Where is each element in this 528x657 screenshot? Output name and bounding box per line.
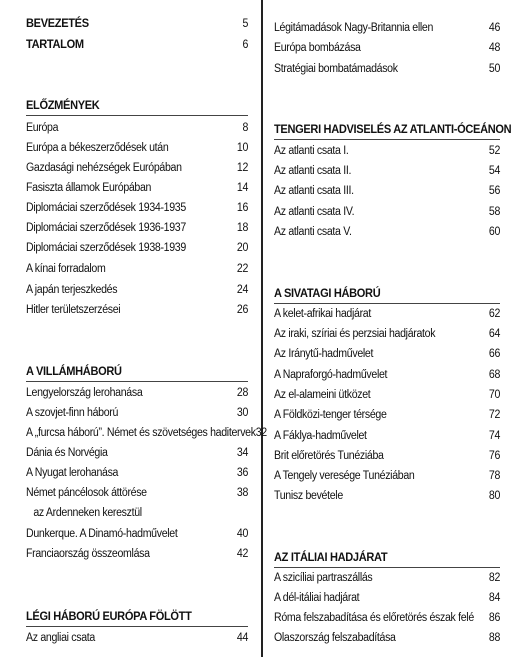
section-heading <box>26 364 248 378</box>
section-heading <box>274 286 500 300</box>
entry-title: Hitler területszerzései <box>26 304 121 316</box>
column-divider <box>261 0 263 657</box>
section-heading <box>26 609 248 623</box>
entry-title: Európa a békeszerződések után <box>26 142 169 154</box>
entry-page: 88 <box>488 632 501 644</box>
section-heading <box>26 98 248 112</box>
entry-page: 54 <box>488 165 501 177</box>
entry-page: 64 <box>488 328 501 340</box>
section-title: AZ ITÁLIAI HADJÁRAT <box>274 550 388 564</box>
entry-page: 14 <box>236 182 249 194</box>
entry-title: A Földközi-tenger térsége <box>274 409 387 421</box>
entry-page: 78 <box>488 470 501 482</box>
section-rule <box>274 139 500 140</box>
entry-title: Az el-alameini ütközet <box>274 389 371 401</box>
toc-entry[interactable] <box>26 141 248 155</box>
entry-title: Az atlanti csata IV. <box>274 206 355 218</box>
entry-title: A szovjet-finn háború <box>26 407 119 419</box>
entry-page: 86 <box>488 612 501 624</box>
entry-title: Az atlanti csata II. <box>274 165 352 177</box>
toc-entry[interactable] <box>274 571 500 585</box>
entry-page: 34 <box>236 447 249 459</box>
entry-page: 84 <box>488 592 501 604</box>
toc-entry[interactable] <box>274 489 500 503</box>
toc-entry[interactable] <box>26 283 248 297</box>
toc-entry[interactable] <box>274 327 500 341</box>
section-title: A SIVATAGI HÁBORÚ <box>274 286 381 300</box>
toc-entry[interactable] <box>26 446 248 460</box>
entry-title: Róma felszabadítása és előretörés észak felé <box>274 612 474 624</box>
entry-title: Dunkerque. A Dinamó-hadművelet <box>26 528 178 540</box>
entry-page: 50 <box>488 63 501 75</box>
entry-title: Diplomáciai szerződések 1934-1935 <box>26 202 186 214</box>
entry-page: 16 <box>236 202 249 214</box>
entry-title: Olaszország felszabadítása <box>274 632 396 644</box>
entry-title: Diplomáciai szerződések 1936-1937 <box>26 222 186 234</box>
toc-entry[interactable] <box>26 527 248 541</box>
toc-entry[interactable] <box>274 184 500 198</box>
entry-page: 18 <box>236 222 249 234</box>
section-heading <box>274 122 512 136</box>
toc-entry[interactable] <box>274 469 500 483</box>
entry-title: Az atlanti csata I. <box>274 145 349 157</box>
entry-page: 52 <box>488 145 501 157</box>
entry-title: Fasiszta államok Európában <box>26 182 152 194</box>
toc-entry[interactable] <box>274 21 500 35</box>
entry-page: 38 <box>236 487 249 499</box>
entry-page: 58 <box>488 206 501 218</box>
entry-page: 60 <box>488 226 501 238</box>
entry-page: 70 <box>488 389 501 401</box>
entry-title: A Tengely veresége Tunéziában <box>274 470 415 482</box>
entry-page: 46 <box>488 22 501 34</box>
toc-entry[interactable] <box>274 429 500 443</box>
toc-entry[interactable] <box>274 449 500 463</box>
entry-title: Stratégiai bombatámadások <box>274 63 398 75</box>
entry-title: A Napraforgó-hadművelet <box>274 369 388 381</box>
toc-entry[interactable] <box>26 303 248 317</box>
section-title: TENGERI HADVISELÉS AZ ATLANTI-ÓCEÁNON <box>274 122 512 136</box>
toc-entry[interactable] <box>26 466 248 480</box>
toc-entry[interactable] <box>26 37 248 52</box>
toc-entry[interactable] <box>26 547 248 561</box>
toc-entry[interactable] <box>26 241 248 255</box>
entry-title: Légitámadások Nagy-Britannia ellen <box>274 22 434 34</box>
entry-page: 6 <box>242 39 249 51</box>
entry-title: Diplomáciai szerződések 1938-1939 <box>26 242 186 254</box>
entry-page: 8 <box>242 122 249 134</box>
entry-page: 66 <box>488 348 501 360</box>
entry-page: 48 <box>488 42 501 54</box>
toc-entry[interactable] <box>274 388 500 402</box>
toc-entry[interactable] <box>274 368 500 382</box>
entry-title: Német páncélosok áttörése <box>26 487 147 499</box>
toc-entry[interactable] <box>26 406 248 420</box>
entry-title: Tunisz bevétele <box>274 490 343 502</box>
toc-entry[interactable] <box>26 486 248 500</box>
entry-title: A dél-itáliai hadjárat <box>274 592 360 604</box>
toc-entry[interactable] <box>26 221 248 235</box>
entry-title: A kínai forradalom <box>26 263 106 275</box>
entry-page: 74 <box>488 430 501 442</box>
entry-title: Brit előretörés Tunéziába <box>274 450 384 462</box>
entry-title: az Ardenneken keresztül <box>33 507 142 519</box>
entry-title: BEVEZETÉS <box>26 16 89 30</box>
entry-title: A Nyugat lerohanása <box>26 467 119 479</box>
entry-page: 28 <box>236 387 249 399</box>
entry-page: 26 <box>236 304 249 316</box>
toc-entry[interactable] <box>274 611 500 625</box>
section-rule <box>274 303 500 304</box>
toc-entry[interactable] <box>26 631 248 645</box>
toc-entry[interactable] <box>26 161 248 175</box>
entry-page: 40 <box>236 528 249 540</box>
entry-title: Az angliai csata <box>26 632 95 644</box>
toc-entry[interactable] <box>274 591 500 605</box>
entry-page: 22 <box>236 263 249 275</box>
toc-entry[interactable] <box>274 62 500 76</box>
entry-title: Az atlanti csata V. <box>274 226 352 238</box>
section-rule <box>26 381 248 382</box>
entry-page: 5 <box>242 18 249 30</box>
entry-page: 44 <box>236 632 249 644</box>
section-rule <box>26 626 248 627</box>
entry-title: A kelet-afrikai hadjárat <box>274 308 371 320</box>
entry-title: Dánia és Norvégia <box>26 447 108 459</box>
entry-page: 56 <box>488 185 501 197</box>
section-title: A VILLÁMHÁBORÚ <box>26 364 122 378</box>
toc-entry[interactable] <box>274 225 500 239</box>
entry-page: 68 <box>488 369 501 381</box>
toc-entry[interactable] <box>274 408 500 422</box>
toc-entry[interactable] <box>26 201 248 215</box>
entry-page: 62 <box>488 308 501 320</box>
entry-page: 30 <box>236 407 249 419</box>
toc-entry[interactable] <box>26 262 248 276</box>
toc-entry[interactable] <box>26 426 267 440</box>
entry-title: A szicíliai partraszállás <box>274 572 373 584</box>
toc-entry[interactable] <box>274 307 500 321</box>
toc-entry[interactable] <box>274 347 500 361</box>
section-rule <box>26 115 248 116</box>
entry-page: 76 <box>488 450 501 462</box>
entry-title: Lengyelország lerohanása <box>26 387 143 399</box>
entry-page: 42 <box>236 548 249 560</box>
toc-entry[interactable] <box>26 121 248 135</box>
entry-page: 24 <box>236 284 249 296</box>
toc-entry[interactable] <box>26 16 248 31</box>
entry-title: Az Iránytű-hadművelet <box>274 348 374 360</box>
section-title: ELŐZMÉNYEK <box>26 98 100 112</box>
entry-page: 82 <box>488 572 501 584</box>
toc-entry[interactable] <box>274 41 500 55</box>
toc-entry[interactable] <box>274 144 500 158</box>
entry-title: Franciaország összeomlása <box>26 548 150 560</box>
entry-title: Az iraki, szíriai és perzsiai hadjáratok <box>274 328 436 340</box>
section-rule <box>274 567 500 568</box>
entry-title: Európa <box>26 122 59 134</box>
entry-page: 12 <box>236 162 249 174</box>
entry-title: Európa bombázása <box>274 42 361 54</box>
entry-page: 36 <box>236 467 249 479</box>
entry-page: 20 <box>236 242 249 254</box>
toc-entry[interactable] <box>26 386 248 400</box>
entry-title: A „furcsa háború”. Német és szövetséges haditervek <box>26 427 256 439</box>
toc-entry-continuation <box>26 506 248 520</box>
entry-page: 10 <box>236 142 249 154</box>
entry-title: A japán terjeszkedés <box>26 284 118 296</box>
entry-title: A Fáklya-hadművelet <box>274 430 367 442</box>
toc-entry[interactable] <box>274 631 500 645</box>
toc-entry[interactable] <box>274 205 500 219</box>
toc-entry[interactable] <box>274 164 500 178</box>
entry-page: 32 <box>255 427 267 439</box>
entry-title: Az atlanti csata III. <box>274 185 354 197</box>
section-title: LÉGI HÁBORÚ EURÓPA FÖLÖTT <box>26 609 192 623</box>
entry-title: Gazdasági nehézségek Európában <box>26 162 182 174</box>
entry-page: 72 <box>488 409 501 421</box>
section-heading <box>274 550 500 564</box>
entry-title: TARTALOM <box>26 37 84 51</box>
toc-entry[interactable] <box>26 181 248 195</box>
entry-page: 80 <box>488 490 501 502</box>
